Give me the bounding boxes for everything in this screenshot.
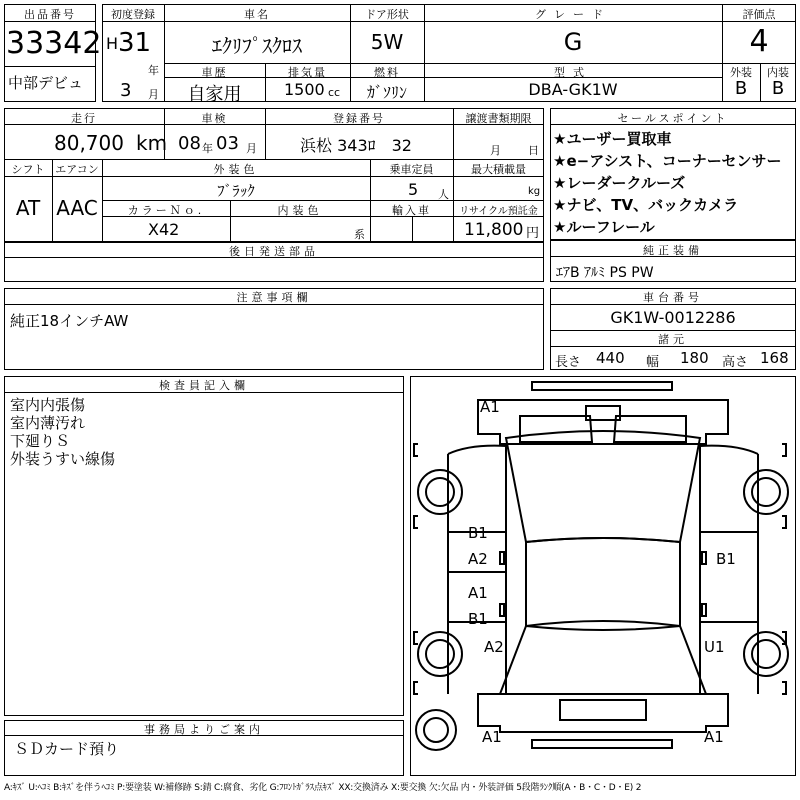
int-color-label: 内装色 xyxy=(277,204,323,217)
score-int-label: 内装 xyxy=(767,66,789,79)
chassis-label: 車台番号 xyxy=(643,291,703,304)
inspection-year-unit: 年 xyxy=(202,142,213,155)
import-label: 輸入車 xyxy=(392,204,431,217)
length-value: 440 xyxy=(596,349,625,367)
inspector-line: 室内薄汚れ xyxy=(10,414,86,432)
score-int: B xyxy=(771,78,785,99)
mark-left-rear-door: A1 xyxy=(468,584,488,602)
capacity-value: 5 xyxy=(408,180,419,199)
mark-right-rear-fender: U1 xyxy=(704,638,725,656)
model-label: 型式 xyxy=(554,66,592,79)
inspection-year: 08 xyxy=(178,133,201,154)
car-name-label: 車名 xyxy=(244,8,270,21)
mark-rear-left: A1 xyxy=(482,728,502,746)
mark-left-front-door: B1 xyxy=(468,524,488,542)
max-load-label: 最大積載量 xyxy=(471,163,526,176)
legend: A:ｷｽﾞ U:ﾍｺﾐ B:ｷｽﾞを伴うﾍｺﾐ P:要塗装 W:補修跡 S:錆 C:腐食、劣化 G:ﾌﾛﾝﾄｶﾞﾗｽ点ｷｽﾞ XX:交換済み X:要交換 欠:欠品 内・外装評価 5段階ﾗﾝｸ順(A・B・C・D・E) 2 xyxy=(4,783,642,793)
inspector-lines xyxy=(10,396,115,468)
color-no-value: X42 xyxy=(148,220,180,239)
lot-number: 33342 xyxy=(6,26,102,61)
inspection-month: 03 xyxy=(216,133,239,154)
capacity-label: 乗車定員 xyxy=(389,163,434,176)
sales-item: ★ナビ、TV、バックカメラ xyxy=(553,196,739,214)
score-label: 評価点 xyxy=(742,8,776,21)
roof xyxy=(526,538,680,630)
first-reg-era: H xyxy=(106,34,119,53)
width-label: 幅 xyxy=(646,355,660,370)
inspection-month-unit: 月 xyxy=(246,142,257,155)
sales-item: ★ルーフレール xyxy=(553,218,655,236)
door-value: 5W xyxy=(370,30,404,54)
height-label: 高さ xyxy=(722,355,749,370)
equipment-value: ｴｱB ｱﾙﾐ PS PW xyxy=(556,265,654,281)
grade-value: G xyxy=(563,28,583,56)
mileage-unit: km xyxy=(136,131,168,155)
score-ext: B xyxy=(734,78,748,99)
mark-left-front-door-2: A2 xyxy=(468,550,488,568)
first-reg-year-unit: 年 xyxy=(148,64,159,77)
first-reg-year: 31 xyxy=(118,28,152,58)
height-value: 168 xyxy=(760,349,789,367)
sales-label: セールスポイント xyxy=(617,112,729,125)
ext-color-value: ﾌﾞﾗｯｸ xyxy=(217,182,255,200)
dims-label: 諸元 xyxy=(658,333,688,346)
notes-label: 注意事項欄 xyxy=(236,291,312,304)
car-diagram xyxy=(410,376,796,776)
car-name: ｴｸﾘﾌﾟｽｸﾛｽ xyxy=(212,34,302,58)
office-value: ＳＤカード預り xyxy=(14,740,120,758)
int-color-suffix: 系 xyxy=(354,228,365,241)
first-reg-month: 3 xyxy=(120,80,132,101)
model-value: DBA-GK1W xyxy=(528,80,618,99)
inspector-label: 検査員記入欄 xyxy=(159,379,249,392)
inspector-line: 外装うすい線傷 xyxy=(10,450,116,468)
mark-front-left: A1 xyxy=(480,398,500,416)
mark-right-front-door: B1 xyxy=(716,550,736,568)
mark-left-rear-door-2: B1 xyxy=(468,610,488,628)
score-ext-label: 外装 xyxy=(730,66,752,79)
inspection-label: 車検 xyxy=(201,112,228,125)
chassis-value: GK1W-0012286 xyxy=(610,308,736,327)
plate-value: 浜松 343ﾛ 32 xyxy=(300,136,412,155)
plate-label: 登録番号 xyxy=(333,112,385,125)
first-reg-month-unit: 月 xyxy=(148,88,159,101)
fuel-value: ｶﾞｿﾘﾝ xyxy=(366,83,407,102)
sales-item: ★ユーザー買取車 xyxy=(553,130,672,148)
lot-tag: 中部デビュ xyxy=(8,74,84,92)
inspector-line: 室内内張傷 xyxy=(10,396,86,414)
shift-value: AT xyxy=(15,196,41,220)
equipment-label: 純正装備 xyxy=(643,244,703,257)
fuel-label: 燃料 xyxy=(374,66,400,79)
history-value: 自家用 xyxy=(187,84,242,105)
transfer-label: 譲渡書類期限 xyxy=(465,112,532,125)
aftermarket-label: 後日発送部品 xyxy=(229,245,319,258)
ac-value: AAC xyxy=(56,196,98,220)
inspector-line: 下廻りＳ xyxy=(10,432,71,450)
recycle-value: 11,800 xyxy=(464,220,524,240)
max-load-unit: kg xyxy=(528,186,541,197)
displacement-unit: cc xyxy=(328,86,341,99)
sales-list xyxy=(553,128,782,238)
history-label: 車歴 xyxy=(201,66,228,79)
transfer-month-unit: 月 xyxy=(490,144,501,157)
front-bumper xyxy=(532,382,672,390)
transfer-day-unit: 日 xyxy=(528,144,539,157)
sales-item: ★レーダークルーズ xyxy=(553,174,686,192)
color-no-label: カラーＮｏ. xyxy=(127,204,205,217)
notes-value: 純正18インチAW xyxy=(10,312,129,330)
capacity-unit: 人 xyxy=(438,188,449,201)
recycle-unit: 円 xyxy=(526,226,540,241)
lot-label: 出品番号 xyxy=(24,8,76,21)
mark-left-rear-fender: A2 xyxy=(484,638,504,656)
grade-label: グレード xyxy=(535,8,611,21)
sales-item: ★e−アシスト、コーナーセンサー xyxy=(553,152,782,170)
score-value: 4 xyxy=(749,24,769,59)
displacement-label: 排気量 xyxy=(288,66,327,79)
width-value: 180 xyxy=(680,349,709,367)
mileage-value: 80,700 xyxy=(54,131,124,155)
rear-window xyxy=(500,621,706,694)
mileage-label: 走行 xyxy=(71,112,97,125)
ext-color-label: 外装色 xyxy=(213,163,259,176)
mark-rear-right: A1 xyxy=(704,728,724,746)
displacement-value: 1500 xyxy=(284,80,325,99)
length-label: 長さ xyxy=(555,355,582,370)
first-reg-label: 初度登録 xyxy=(111,8,155,21)
office-label: 事務局よりご案内 xyxy=(144,723,264,736)
shift-label: シフト xyxy=(11,163,45,176)
door-label: ドア形状 xyxy=(365,8,409,21)
windshield xyxy=(506,431,700,542)
recycle-label: リサイクル預託金 xyxy=(459,206,538,217)
ac-label: エアコン xyxy=(55,163,99,176)
rear-bumper xyxy=(532,740,672,748)
